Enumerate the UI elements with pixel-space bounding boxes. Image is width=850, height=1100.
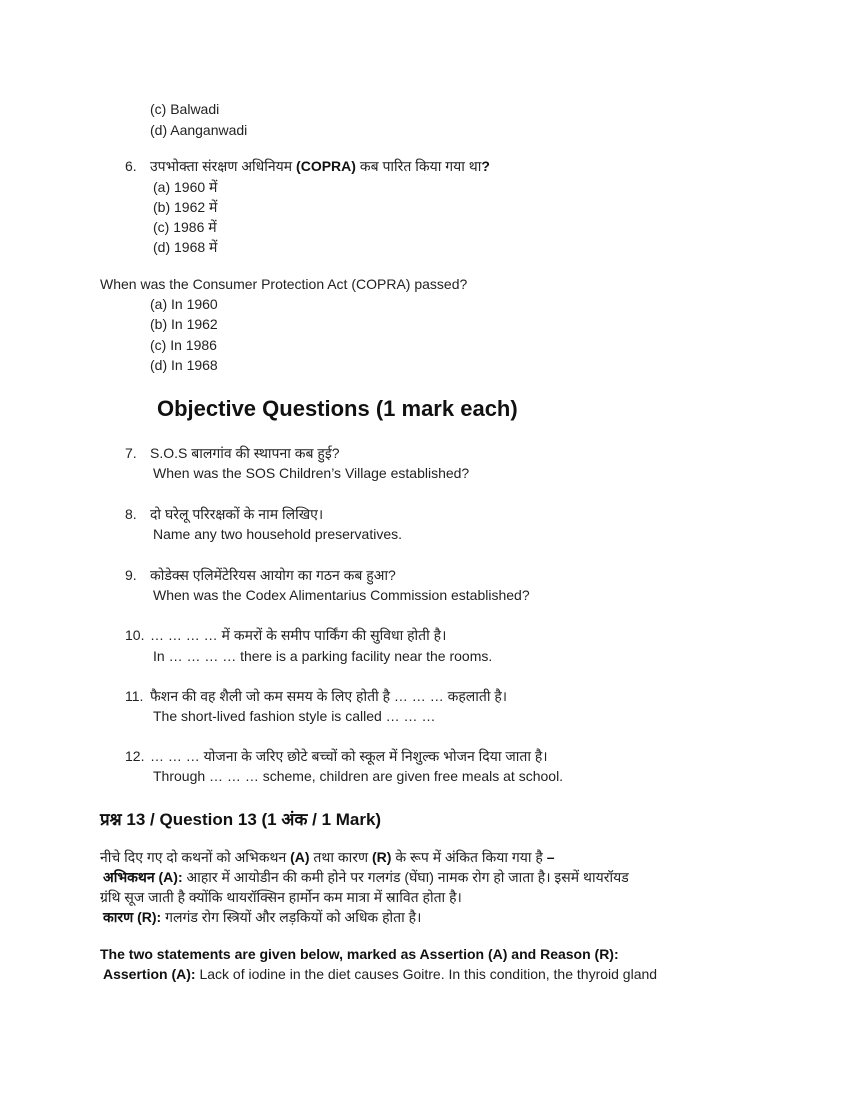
q13-hindi-intro	[100, 848, 555, 866]
option-b: (b) In 1962	[150, 316, 218, 332]
reason-label: कारण (R):	[103, 909, 162, 925]
question-11-english: The short-lived fashion style is called … … …	[153, 708, 436, 724]
option-d: (d) 1968 में	[153, 239, 218, 255]
question-6-english: When was the Consumer Protection Act (COPRA) passed?	[100, 276, 468, 292]
intro-text: तथा कारण	[309, 849, 372, 865]
reason-text: गलगंड रोग स्त्रियों और लड़कियों को अधिक होता है।	[161, 909, 422, 925]
question-6-hindi	[150, 157, 490, 175]
question-number: 8.	[125, 506, 137, 522]
assertion-text: आहार में आयोडीन की कमी होने पर गलगंड (घेंघा) नामक रोग हो जाता है। इसमें थायरॉयड	[182, 869, 629, 885]
q13-english-intro: The two statements are given below, marked as Assertion (A) and Reason (R):	[100, 946, 619, 962]
q13-hindi-assertion-cont: ग्रंथि सूज जाती है क्योंकि थायरॉक्सिन हार्मोन कम मात्रा में स्रावित होता है।	[100, 889, 462, 905]
question-10-hindi: … … … … में कमरों के समीप पार्किंग की सुविधा होती है।	[150, 627, 447, 643]
question-acronym: (COPRA)	[296, 158, 356, 174]
assertion-marker: (A)	[290, 849, 310, 865]
question-8-hindi: दो घरेलू परिरक्षकों के नाम लिखिए।	[150, 506, 324, 522]
question-number: 6.	[125, 158, 137, 174]
option-d: (d) In 1968	[150, 357, 218, 373]
intro-text: नीचे दिए गए दो कथनों को अभिकथन	[100, 849, 291, 865]
assertion-label: अभिकथन (A):	[103, 869, 183, 885]
question-12-english: Through … … … scheme, children are given free meals at school.	[153, 768, 564, 784]
option-d: (d) Aanganwadi	[150, 122, 248, 138]
question-10-english: In … … … … there is a parking facility near the rooms.	[153, 648, 493, 664]
option-c: (c) 1986 में	[153, 219, 217, 235]
option-b: (b) 1962 में	[153, 199, 218, 215]
question-mark: ?	[481, 158, 490, 174]
option-c: (c) Balwadi	[150, 101, 220, 117]
question-11-hindi: फैशन की वह शैली जो कम समय के लिए होती है … … … कहलाती है।	[150, 688, 508, 704]
question-text: उपभोक्ता संरक्षण अधिनियम	[150, 158, 297, 174]
question-7-english: When was the SOS Children’s Village established?	[153, 465, 470, 481]
option-a: (a) In 1960	[150, 296, 218, 312]
assertion-label: Assertion (A):	[103, 966, 196, 982]
question-12-hindi: … … … योजना के जरिए छोटे बच्चों को स्कूल में निशुल्क भोजन दिया जाता है।	[150, 748, 548, 764]
question-9-hindi: कोडेक्स एलिमेंटेरियस आयोग का गठन कब हुआ?	[150, 567, 396, 583]
question-number: 11.	[125, 688, 144, 704]
question-text-end: कब पारित किया गया था	[355, 158, 482, 174]
section-heading: Objective Questions (1 mark each)	[157, 396, 518, 421]
question-number: 9.	[125, 567, 137, 583]
question-13-heading: प्रश्न 13 / Question 13 (1 अंक / 1 Mark)	[100, 810, 382, 829]
reason-marker: (R)	[372, 849, 392, 865]
option-a: (a) 1960 में	[153, 179, 218, 195]
question-9-english: When was the Codex Alimentarius Commission established?	[153, 587, 530, 603]
intro-text: के रूप में अंकित किया गया है	[391, 849, 547, 865]
intro-dash: –	[546, 849, 555, 865]
question-number: 10.	[125, 627, 145, 643]
question-number: 12.	[125, 748, 145, 764]
assertion-text: Lack of iodine in the diet causes Goitre. In this condition, the thyroid gland	[195, 966, 658, 982]
question-number: 7.	[125, 445, 137, 461]
q13-english-assertion	[103, 965, 657, 983]
question-8-english: Name any two household preservatives.	[153, 526, 403, 542]
option-c: (c) In 1986	[150, 337, 217, 353]
question-7-hindi: S.O.S बालगांव की स्थापना कब हुई?	[150, 445, 340, 461]
q13-hindi-reason	[103, 908, 421, 926]
q13-hindi-assertion	[103, 868, 629, 886]
